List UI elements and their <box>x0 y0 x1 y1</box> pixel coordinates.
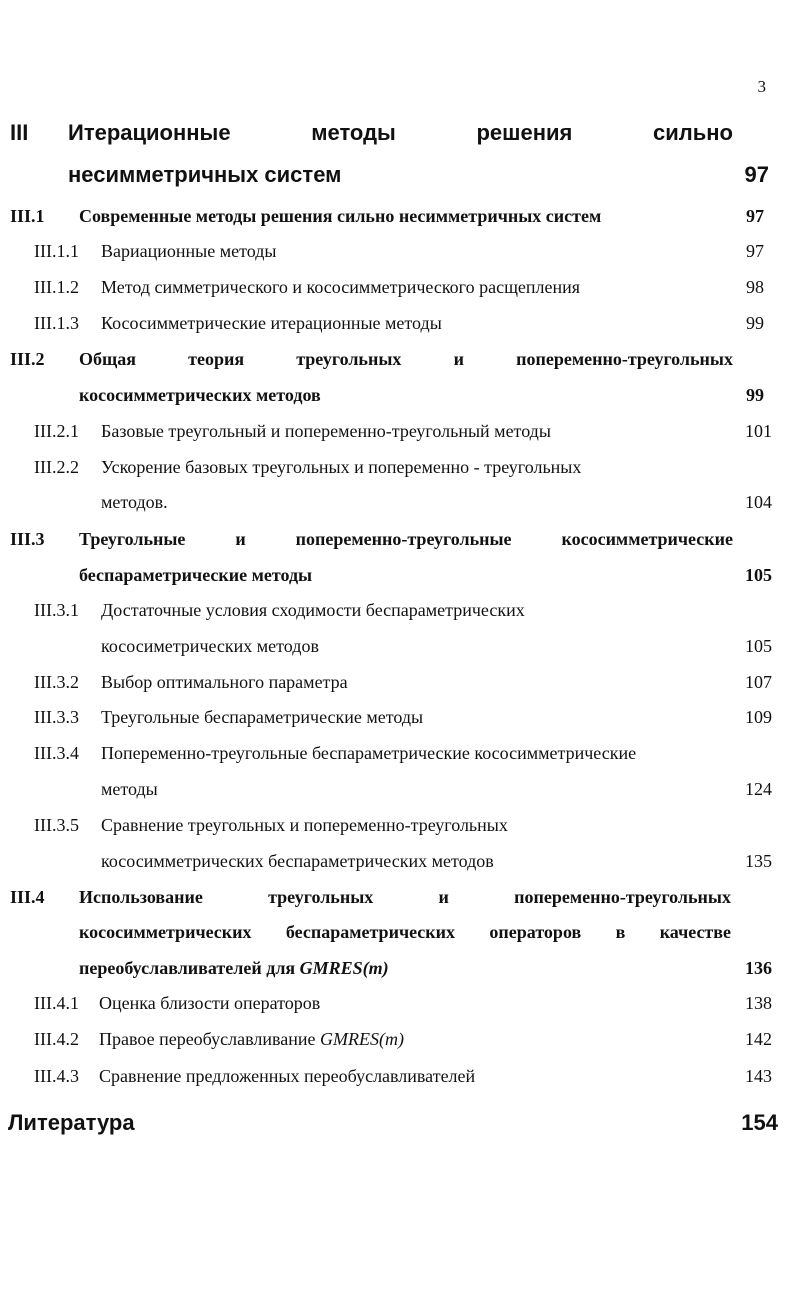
subsection-page: 124 <box>745 779 772 799</box>
subsection-page: 99 <box>746 313 764 333</box>
chapter-title-line2: несимметричных систем <box>68 162 342 187</box>
subsection-page: 109 <box>745 707 772 727</box>
title-word: Общая <box>79 349 136 369</box>
subsection-title-line2: кососимeтрических методов <box>101 636 319 656</box>
section-number: III.4 <box>10 887 45 907</box>
section-page: 99 <box>746 385 764 405</box>
chapter-page: 97 <box>744 162 769 187</box>
subsection-number: III.1.2 <box>34 277 79 297</box>
subsection-number: III.3.3 <box>34 707 79 727</box>
subsection-page: 143 <box>745 1066 772 1086</box>
subsection-page: 138 <box>745 993 772 1013</box>
subsection-title: Сравнение предложенных переобуславливателей <box>99 1066 476 1086</box>
subsection-page: 101 <box>745 421 772 441</box>
literature-title: Литература <box>8 1110 135 1135</box>
section-page: 105 <box>745 565 772 585</box>
subsection-title: Выбор оптимального параметра <box>101 672 348 692</box>
title-word: Треугольные <box>79 529 186 549</box>
title-word: попеременно-треугольных <box>514 887 731 907</box>
subsection-title: Вариационные методы <box>101 241 277 261</box>
title-emphasis: GMRES(m) <box>320 1029 404 1049</box>
title-word: треугольных <box>296 349 402 369</box>
subsection-title: Метод симметрического и кососимметрического расщепления <box>101 277 581 297</box>
subsection-title: Достаточные условия сходимости беспараметрических <box>101 600 525 620</box>
subsection-number: III.4.3 <box>34 1066 79 1086</box>
subsection-number: III.3.4 <box>34 743 79 763</box>
subsection-number: III.4.1 <box>34 993 79 1013</box>
section-title-line3 <box>79 958 389 979</box>
section-number: III.1 <box>10 206 45 226</box>
subsection-title: Ускорение базовых треугольных и попеременно - треугольных <box>101 457 582 477</box>
title-word: и <box>438 887 449 907</box>
title-word: Использование <box>79 887 203 907</box>
title-word: и <box>453 349 464 369</box>
section-title-line1 <box>79 349 733 370</box>
title-word: в <box>615 922 626 942</box>
subsection-title <box>99 1029 404 1050</box>
subsection-title-line2: методов. <box>101 492 168 512</box>
title-word: кососимметрических <box>79 922 252 942</box>
subsection-number: III.3.2 <box>34 672 79 692</box>
subsection-number: III.3.1 <box>34 600 79 620</box>
section-title-line1 <box>79 529 733 550</box>
title-word: попеременно-треугольные <box>295 529 512 549</box>
subsection-number: III.1.3 <box>34 313 79 333</box>
subsection-page: 98 <box>746 277 764 297</box>
subsection-title: Кососимметрические итерационные методы <box>101 313 442 333</box>
chapter-title-word: сильно <box>652 120 733 145</box>
title-emphasis: GMRES(m) <box>299 958 389 978</box>
subsection-page: 104 <box>745 492 772 512</box>
subsection-number: III.3.5 <box>34 815 79 835</box>
title-text: Правое переобуславливание <box>99 1029 316 1049</box>
title-word: кососимметрические <box>561 529 733 549</box>
subsection-page: 107 <box>745 672 772 692</box>
subsection-title-line2: кососимметрических беспараметрических методов <box>101 851 494 871</box>
chapter-title-word: Итерационные <box>68 120 231 145</box>
section-number: III.2 <box>10 349 45 369</box>
subsection-number: III.4.2 <box>34 1029 79 1049</box>
subsection-page: 135 <box>745 851 772 871</box>
subsection-page: 142 <box>745 1029 772 1049</box>
subsection-number: III.1.1 <box>34 241 79 261</box>
title-word: попеременно-треугольных <box>516 349 733 369</box>
section-title-line2: кососимметрических методов <box>79 385 321 405</box>
subsection-title-line2: методы <box>101 779 158 799</box>
subsection-title: Сравнение треугольных и попеременно-треугольных <box>101 815 508 835</box>
chapter-number: III <box>10 120 29 145</box>
subsection-title: Оценка близости операторов <box>99 993 321 1013</box>
title-text: переобуславливателей для <box>79 958 296 978</box>
section-title-line2 <box>79 922 731 943</box>
subsection-page: 105 <box>745 636 772 656</box>
chapter-title-word: методы <box>311 120 396 145</box>
section-page: 97 <box>746 206 764 226</box>
title-word: качестве <box>659 922 731 942</box>
title-word: операторов <box>489 922 582 942</box>
subsection-title: Базовые треугольный и попеременно-треугольный методы <box>101 421 551 441</box>
section-number: III.3 <box>10 529 45 549</box>
subsection-number: III.2.2 <box>34 457 79 477</box>
chapter-title-line1 <box>68 120 733 146</box>
section-title-line2: беспараметрические методы <box>79 565 313 585</box>
literature-page: 154 <box>741 1110 778 1135</box>
title-word: беспараметрических <box>285 922 456 942</box>
title-word: треугольных <box>268 887 374 907</box>
chapter-title-word: решения <box>476 120 573 145</box>
page-number: 3 <box>757 77 766 96</box>
title-word: теория <box>188 349 245 369</box>
subsection-title: Попеременно-треугольные беспараметрические кососимметрические <box>101 743 637 763</box>
subsection-title: Треугольные беспараметрические методы <box>101 707 424 727</box>
section-page: 136 <box>745 958 772 978</box>
title-word: и <box>235 529 246 549</box>
section-title: Современные методы решения сильно несимметричных систем <box>79 206 602 226</box>
section-title-line1 <box>79 887 731 908</box>
subsection-page: 97 <box>746 241 764 261</box>
subsection-number: III.2.1 <box>34 421 79 441</box>
